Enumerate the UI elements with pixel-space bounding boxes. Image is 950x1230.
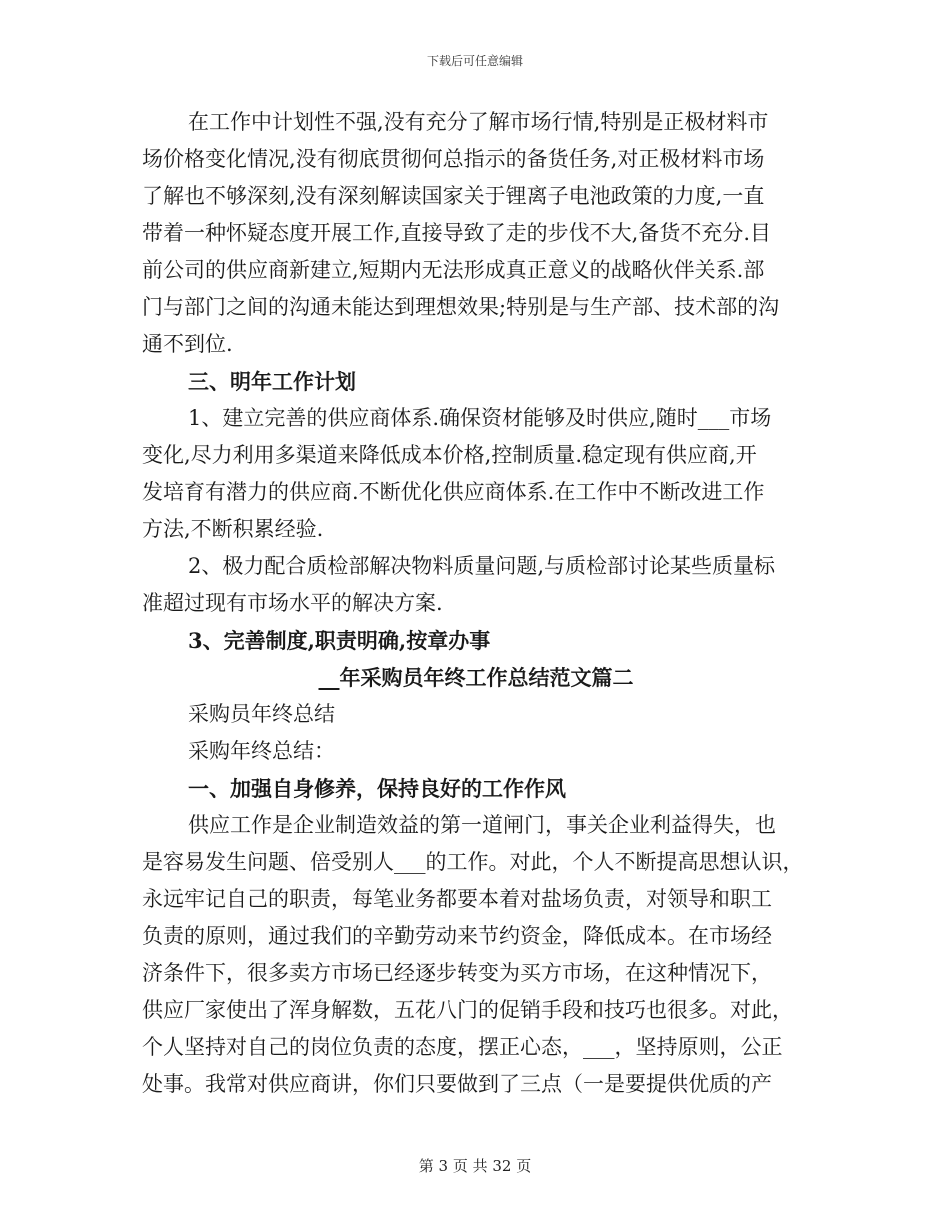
text-line: 在工作中计划性不强,没有充分了解市场行情,特别是正极材料市: [188, 110, 769, 134]
section-heading: 三、明年工作计划: [188, 369, 356, 394]
text-line: 是容易发生问题、倍受别人___的工作。对此，个人不断提高思想认识，: [142, 850, 804, 874]
text-line: 发培育有潜力的供应商.不断优化供应商体系.在工作中不断改进工作: [142, 480, 765, 504]
section-heading: 一、加强自身修养，保持良好的工作作风: [188, 776, 566, 801]
text-line: 个人坚持对自己的岗位负责的态度，摆正心态，___，坚持原则，公正: [142, 1035, 783, 1059]
text-line: 通不到位.: [142, 332, 233, 356]
section-heading: 3、完善制度,职责明确,按章办事: [188, 628, 491, 653]
document-body: [142, 104, 810, 1103]
text-line: 场价格变化情况,没有彻底贯彻何总指示的备货任务,对正极材料市场: [142, 147, 765, 171]
text-line: 准超过现有市场水平的解决方案.: [142, 591, 443, 615]
text-line: 永远牢记自己的职责，每笔业务都要本着对盐场负责，对领导和职工: [142, 887, 772, 911]
text-line: 处事。我常对供应商讲，你们只要做到了三点（一是要提供优质的产: [142, 1072, 772, 1096]
text-line: 济条件下，很多卖方市场已经逐步转变为买方市场，在这种情况下，: [142, 961, 772, 985]
page-footer: 第 3 页 共 32 页: [418, 1157, 532, 1175]
text-line: 前公司的供应商新建立,短期内无法形成真正意义的战略伙伴关系.部: [142, 258, 765, 282]
text-line: 采购年终总结：: [188, 739, 335, 763]
text-line: 采购员年终总结: [188, 702, 335, 726]
text-line: 1、建立完善的供应商体系.确保资材能够及时供应,随时___市场: [188, 406, 772, 430]
text-line: 负责的原则，通过我们的辛勤劳动来节约资金，降低成本。在市场经: [142, 924, 772, 948]
text-line: 带着一种怀疑态度开展工作,直接导致了走的步伐不大,备货不充分.目: [142, 221, 772, 245]
text-line: 方法,不断积累经验.: [142, 517, 324, 541]
text-line: 了解也不够深刻,没有深刻解读国家关于锂离子电池政策的力度,一直: [142, 184, 765, 208]
text-line: 供应工作是企业制造效益的第一道闸门，事关企业利益得失，也: [188, 813, 776, 837]
page-header: 下载后可任意编辑: [426, 54, 523, 68]
text-line: 2、极力配合质检部解决物料质量问题,与质检部讨论某些质量标: [188, 554, 776, 578]
text-line: 门与部门之间的沟通未能达到理想效果;特别是与生产部、技术部的沟: [142, 295, 780, 319]
section-heading: __年采购员年终工作总结范文篇二: [318, 665, 634, 690]
text-line: 供应厂家使出了浑身解数，五花八门的促销手段和技巧也很多。对此，: [142, 998, 793, 1022]
text-line: 变化,尽力利用多渠道来降低成本价格,控制质量.稳定现有供应商,开: [142, 443, 757, 467]
